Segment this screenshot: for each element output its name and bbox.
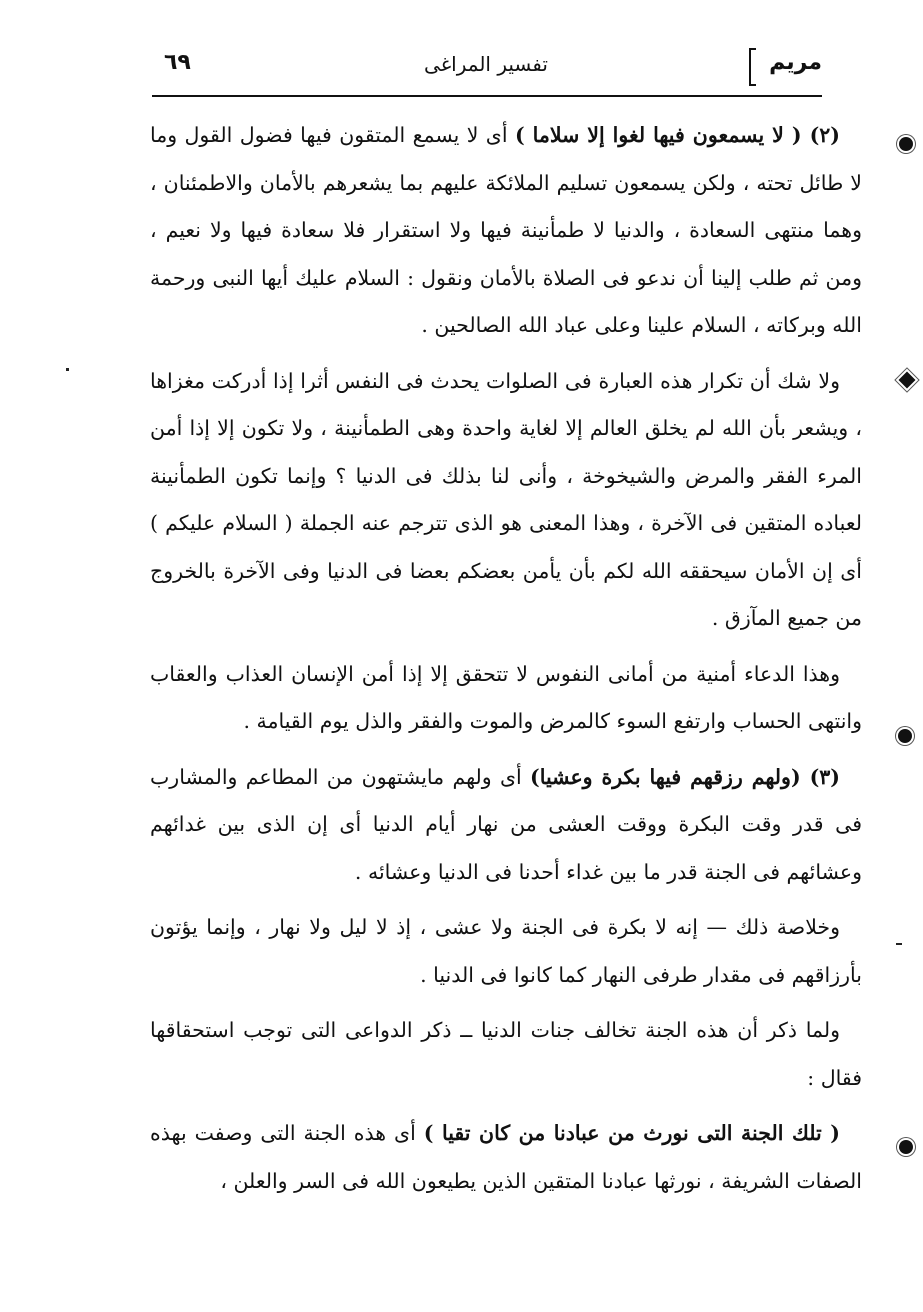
- paragraph-4: [150, 754, 862, 897]
- paragraph-1-text: أى لا يسمع المتقون فيها فضول القول وما لا طائل تحته ، ولكن يسمعون تسليم الملائكة عليهم بما يشعرهم بالأمان والاطمئنان ، وهما منتهى السعادة ، والدنيا لا طمأنينة فيها ولا استقرار فلا سعادة فيها ولا نعيم ، ومن ثم طلب إلينا أن ندعو فى الصلاة بالأمان ونقول : السلام عليك أيها النبى ورحمة الله وبركاته ، السلام علينا وعلى عباد الله الصالحين .: [150, 123, 862, 337]
- paragraph-7-text: أى هذه الجنة التى وصفت بهذه الصفات الشريفة ، نورثها عبادنا المتقين الذين يطيعون الله فى السر والعلن ،: [150, 1121, 862, 1193]
- paragraph-3-text: وهذا الدعاء أمنية من أمانى النفوس لا تتحقق إلا إذا أمن الإنسان العذاب والعقاب وانتهى الحساب وارتفع السوء كالمرض والموت والفقر والذل يوم القيامة .: [150, 661, 862, 733]
- paragraph-5-text: وخلاصة ذلك — إنه لا بكرة فى الجنة ولا عشى ، إذ لا ليل ولا نهار ، وإنما يؤتون بأرزاقهم فى مقدار طرفى النهار كما كانوا فى الدنيا .: [150, 915, 862, 987]
- paragraph-3: [150, 651, 862, 746]
- header-rule: [152, 95, 822, 97]
- binding-hole-mark: [898, 729, 912, 743]
- paragraph-1: [150, 112, 862, 350]
- binding-hole-mark: [899, 372, 916, 389]
- verse-quote-1: (٢) ( لا يسمعون فيها لغوا إلا سلاما ): [514, 123, 840, 147]
- verse-quote-4: (٣) (ولهم رزقهم فيها بكرة وعشيا): [530, 764, 840, 789]
- binding-hole-mark: [899, 137, 913, 151]
- scan-speck: [896, 943, 902, 945]
- paragraph-6-text: ولما ذكر أن هذه الجنة تخالف جنات الدنيا ــ ذكر الدواعى التى توجب استحقاقها فقال :: [150, 1018, 862, 1090]
- binding-hole-mark: [899, 1140, 913, 1154]
- page-number: ٦٩: [164, 50, 191, 75]
- running-header: [150, 44, 822, 92]
- paragraph-2-text: ولا شك أن تكرار هذه العبارة فى الصلوات يحدث فى النفس أثرا إذا أدركت مغزاها ، ويشعر بأن الله لم يخلق العالم إلا لغاية واحدة وهى الطمأنينة ، ولا تكون إلا إذا أمن المرء الفقر والمرض والشيخوخة ، وأنى لنا بذلك فى الدنيا ؟ وإنما تكون الطمأنينة لعباده المتقين فى الآخرة ، وهذا المعنى هو الذى تترجم عنه الجملة ( السلام عليكم ) أى إن الأمان سيحققه الله لكم بأن يأمن بعضكم بعضا فى الدنيا وفى الآخرة بالخروج من جميع المآزق .: [150, 368, 862, 630]
- verse-quote-7: ( تلك الجنة التى نورث من عبادنا من كان تقيا ): [423, 1121, 840, 1145]
- paragraph-6: [150, 1007, 862, 1102]
- paragraph-5: [150, 904, 862, 999]
- body-text: [150, 112, 862, 1213]
- surah-name: مريم: [769, 50, 822, 75]
- paragraph-2: [150, 358, 862, 643]
- paragraph-4-text: أى ولهم مايشتهون من المطاعم والمشارب فى قدر وقت البكرة ووقت العشى من نهار أيام الدنيا أى إن الذى بين غدائهم وعشائهم فى الجنة قدر ما بين غداء أحدنا فى الدنيا وعشائه .: [150, 764, 862, 884]
- book-title: تفسير المراغى: [424, 52, 548, 76]
- scan-speck: [66, 368, 69, 371]
- paragraph-7: [150, 1110, 862, 1205]
